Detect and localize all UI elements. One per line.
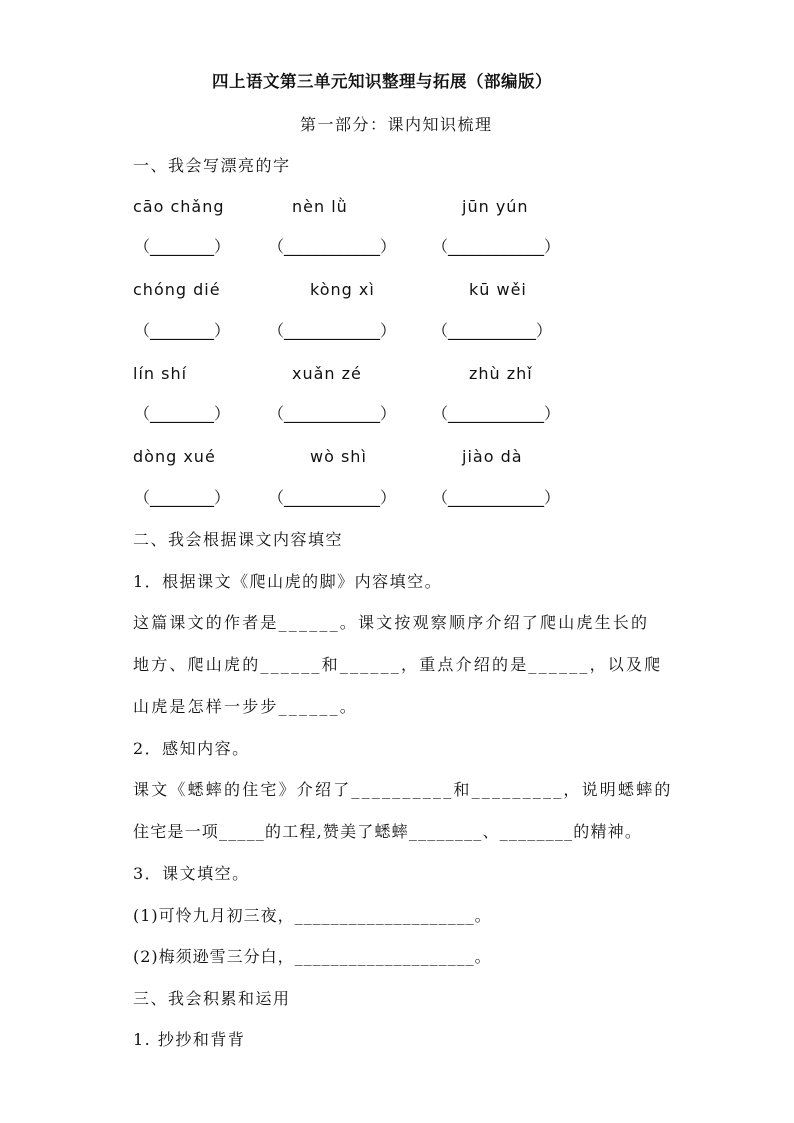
answer-blank[interactable]: （____________） xyxy=(432,404,561,423)
question-text: 课文《蟋蟀的住宅》介绍了__________和_________，说明蟋蟀的 xyxy=(133,780,673,799)
answer-blank[interactable]: （________） xyxy=(134,488,231,507)
answer-blank[interactable]: （____________） xyxy=(432,488,561,507)
answer-blank[interactable]: （____________） xyxy=(268,321,397,340)
question-text: 住宅是一项_____的工程,赞美了蟋蟀________、________的精神。 xyxy=(133,822,643,841)
pinyin-item: zhù zhǐ xyxy=(469,364,533,383)
section3-heading: 三、我会积累和运用 xyxy=(133,989,291,1008)
answer-blank[interactable]: （____________） xyxy=(268,237,397,256)
pinyin-item: jūn yún xyxy=(462,197,529,216)
answer-blank[interactable]: （____________） xyxy=(268,404,397,423)
question-text: (2)梅须逊雪三分白，____________________。 xyxy=(133,947,492,966)
pinyin-item: chóng dié xyxy=(133,280,221,299)
answer-blank[interactable]: （____________） xyxy=(268,488,397,507)
pinyin-item: cāo chǎng xyxy=(133,197,225,216)
section2-heading: 二、我会根据课文内容填空 xyxy=(133,530,344,549)
question-text: (1)可怜九月初三夜，____________________。 xyxy=(133,906,492,925)
section1-heading: 一、我会写漂亮的字 xyxy=(133,156,291,175)
answer-blank[interactable]: （____________） xyxy=(432,237,561,256)
answer-blank[interactable]: （________） xyxy=(134,404,231,423)
question-heading: 1．根据课文《爬山虎的脚》内容填空。 xyxy=(133,572,443,591)
question-heading: 1. 抄抄和背背 xyxy=(133,1030,246,1049)
pinyin-item: xuǎn zé xyxy=(292,364,362,383)
answer-blank[interactable]: （________） xyxy=(134,237,231,256)
pinyin-item: wò shì xyxy=(310,447,367,466)
pinyin-item: nèn lǜ xyxy=(292,197,348,216)
answer-blank[interactable]: （________） xyxy=(134,321,231,340)
pinyin-item: kū wěi xyxy=(469,280,527,299)
question-heading: 2．感知内容。 xyxy=(133,739,250,758)
part1-heading: 第一部分：课内知识梳理 xyxy=(300,115,493,134)
pinyin-item: dòng xué xyxy=(133,447,216,466)
question-text: 这篇课文的作者是______。课文按观察顺序介绍了爬山虎生长的 xyxy=(133,613,650,632)
question-text: 山虎是怎样一步步______。 xyxy=(133,697,359,716)
pinyin-item: jiào dà xyxy=(462,447,523,466)
pinyin-item: lín shí xyxy=(133,364,188,383)
pinyin-item: kòng xì xyxy=(310,280,375,299)
question-text: 地方、爬山虎的______和______，重点介绍的是______，以及爬 xyxy=(133,655,663,674)
answer-blank[interactable]: （___________） xyxy=(432,321,553,340)
document-title: 四上语文第三单元知识整理与拓展（部编版） xyxy=(212,72,552,91)
question-heading: 3．课文填空。 xyxy=(133,864,250,883)
